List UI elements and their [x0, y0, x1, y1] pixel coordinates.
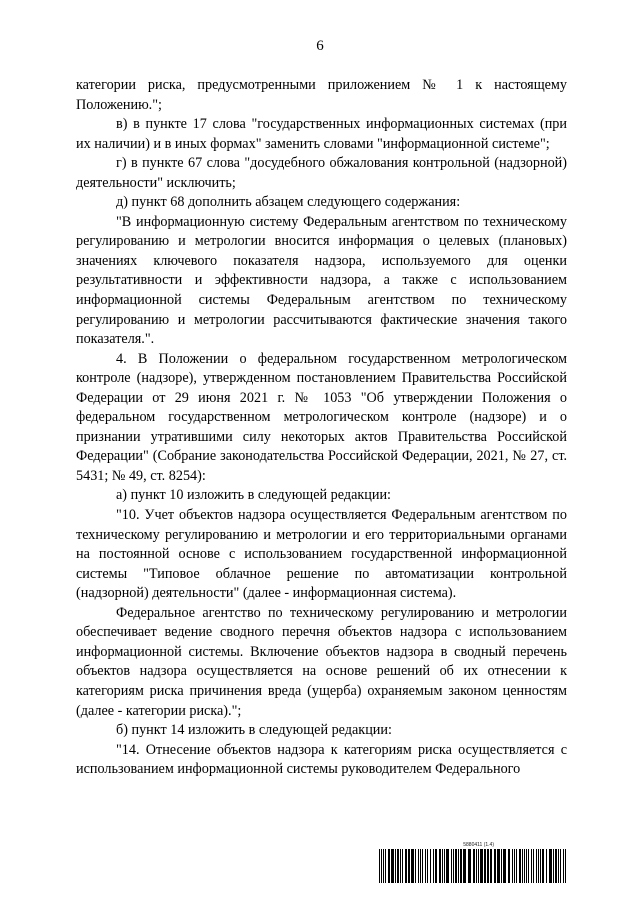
barcode-bar — [533, 849, 534, 883]
barcode-bar — [549, 849, 552, 883]
barcode-bar — [388, 849, 390, 883]
barcode-bar — [453, 849, 454, 883]
barcode-bar — [425, 849, 426, 883]
barcode-bar — [487, 849, 489, 883]
barcode-bar — [480, 849, 483, 883]
paragraph-section-4: 4. В Положении о федеральном государственном метрологическом контроле (надзоре), утвержденном постановлением Правительства Российской Федерации от 29 июня 2021 г. № 1053 "Об утверждении Положения о федеральном государственном метрологическом контроле (надзоре) и о признании утратившими силу некоторых актов Правительства Российской Федерации" (Собрание законодательства Российской Федерации, 2021, № 27, ст. 5431; № 49, ст. 8254): — [76, 350, 567, 484]
barcode-bar — [455, 849, 457, 883]
barcode-bar — [503, 849, 506, 883]
barcode-bar — [490, 849, 492, 883]
barcode-bar — [444, 849, 445, 883]
barcode-bar — [508, 849, 510, 883]
barcode-bar — [385, 849, 386, 883]
barcode-bar — [415, 849, 416, 883]
barcode-bar — [402, 849, 403, 883]
barcode-bar — [391, 849, 394, 883]
barcode-bar — [379, 849, 380, 883]
paragraph-continuation: категории риска, предусмотренными приложением № 1 к настоящему Положению."; — [76, 77, 567, 113]
barcode-bar — [468, 849, 471, 883]
page-number: 6 — [316, 38, 324, 54]
barcode-bar — [420, 849, 421, 883]
paragraph-item-a: а) пункт 10 изложить в следующей редакции: — [116, 487, 391, 504]
barcode-bar — [553, 849, 554, 883]
barcode-bar — [397, 849, 399, 883]
barcode-bar — [422, 849, 423, 883]
barcode-bar — [458, 849, 459, 883]
barcode-bar — [536, 849, 537, 883]
barcode-bar — [538, 849, 539, 883]
paragraph-agency: Федеральное агентство по техническому регулированию и метрологии обеспечивает ведение сводного перечня объектов надзора с использованием информационной системы. Включение объектов надзора в сводный перечень объектов надзора осуществляется на основе решений об их отнесении к категориям риска причинения вреда (ущерба) охраняемым законом ценностям (далее - категории риска)."; — [76, 604, 567, 719]
barcode-image — [378, 849, 568, 883]
barcode-bar — [526, 849, 527, 883]
barcode-bar — [516, 849, 517, 883]
barcode-bar — [494, 849, 496, 883]
paragraph-quote-68: "В информационную систему Федеральным агентством по техническому регулированию и метрологии вносится информация о целевых (плановых) значениях ключевого показателя надзора, используемого для оценки результативности и эффективности надзора, а также с использованием информационной системы Федеральным агентством по техническому регулированию и метрологии рассчитываются фактические значения такого показателя.". — [76, 213, 567, 348]
barcode-bar — [411, 849, 414, 883]
barcode-bar — [439, 849, 441, 883]
barcode-bar — [558, 849, 559, 883]
barcode-bar — [519, 849, 521, 883]
barcode-bar — [501, 849, 502, 883]
barcode-bar — [433, 849, 434, 883]
barcode-bar — [446, 849, 449, 883]
barcode-bar — [408, 849, 410, 883]
barcode-bar — [531, 849, 532, 883]
barcode-bar — [484, 849, 486, 883]
paragraph-quote-10: "10. Учет объектов надзора осуществляется Федеральным агентством по техническому регулированию и метрологии и его территориальными органами на постоянной основе с использованием государственной информационной системы "Типовое облачное решение по автоматизации контрольной (надзорной) деятельности" (далее - информационная система). — [76, 507, 567, 602]
document-body — [76, 76, 567, 780]
barcode-block — [378, 842, 568, 883]
barcode-bar — [435, 849, 437, 883]
barcode-bar — [383, 849, 384, 883]
paragraph-quote-14: "14. Отнесение объектов надзора к категориям риска осуществляется с использованием информационной системы руководителем Федерального — [76, 741, 567, 778]
barcode-code: 5880411 (1.4) — [463, 842, 494, 848]
barcode-bar — [442, 849, 443, 883]
barcode-bar — [451, 849, 452, 883]
barcode-bar — [546, 849, 547, 883]
barcode-bar — [563, 849, 564, 883]
barcode-bar — [514, 849, 515, 883]
barcode-bar — [460, 849, 462, 883]
barcode-bar — [565, 849, 566, 883]
paragraph-item-d: д) пункт 68 дополнить абзацем следующего содержания: — [116, 194, 461, 211]
barcode-bar — [478, 849, 479, 883]
barcode-bar — [418, 849, 419, 883]
barcode-bar — [540, 849, 541, 883]
barcode-bar — [430, 849, 431, 883]
barcode-bar — [473, 849, 475, 883]
barcode-bar — [542, 849, 544, 883]
paragraph-item-v: в) в пункте 17 слова "государственных информационных системах (при их наличии) и в иных формах" заменить словами "информационной системе"; — [76, 116, 567, 152]
barcode-bar — [395, 849, 396, 883]
barcode-bar — [400, 849, 401, 883]
barcode-bar — [497, 849, 500, 883]
paragraph-item-b: б) пункт 14 изложить в следующей редакции: — [116, 722, 392, 739]
barcode-bar — [555, 849, 557, 883]
barcode-bar — [560, 849, 561, 883]
barcode-bar — [476, 849, 477, 883]
barcode-bar — [522, 849, 523, 883]
barcode-bar — [524, 849, 525, 883]
barcode-bar — [405, 849, 407, 883]
barcode-bar — [427, 849, 428, 883]
barcode-bar — [512, 849, 513, 883]
barcode-bar — [528, 849, 529, 883]
barcode-bar — [463, 849, 466, 883]
paragraph-item-g: г) в пункте 67 слова "досудебного обжалования контрольной (надзорной) деятельности" исключить; — [76, 155, 567, 191]
barcode-bar — [381, 849, 382, 883]
